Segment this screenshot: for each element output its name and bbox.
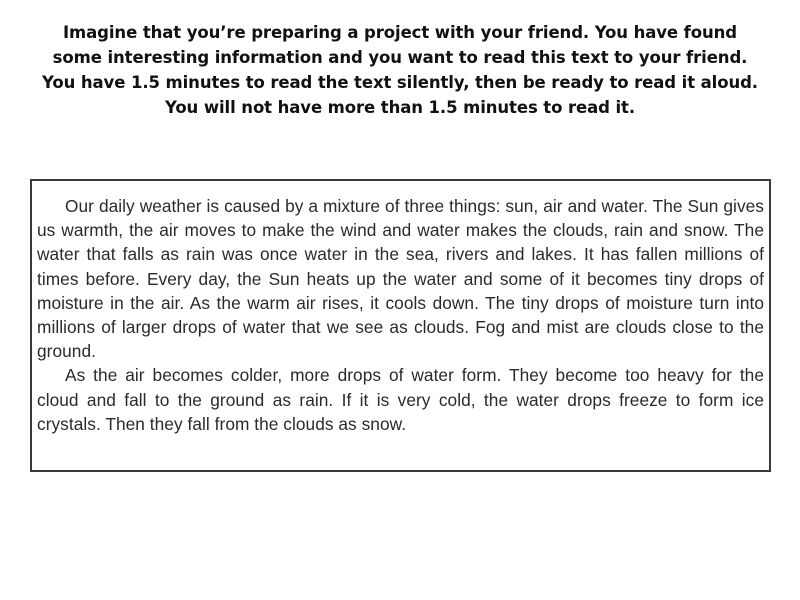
task-instructions: Imagine that you’re preparing a project with your friend. You have found some interesting information and you want to read this text to your friend. You have 1.5 minutes to read the text silently, then be ready to read it aloud. You will not have more than 1.5 minutes to read it.	[42, 23, 758, 117]
reading-passage-box	[30, 179, 771, 472]
passage-paragraph-1: Our daily weather is caused by a mixture of three things: sun, air and water. The Sun gives us warmth, the air moves to make the wind and water makes the clouds, rain and snow. The water that falls as rain was once water in the sea, rivers and lakes. It has fallen millions of times before. Every day, the Sun heats up the water and some of it becomes tiny drops of moisture in the air. As the warm air rises, it cools down. The tiny drops of moisture turn into millions of larger drops of water that we see as clouds. Fog and mist are clouds close to the ground.	[37, 196, 764, 362]
passage-paragraph-2: As the air becomes colder, more drops of water form. They become too heavy for the cloud and fall to the ground as rain. If it is very cold, the water drops freeze to form ice crystals. Then they fall from the clouds as snow.	[37, 365, 764, 434]
